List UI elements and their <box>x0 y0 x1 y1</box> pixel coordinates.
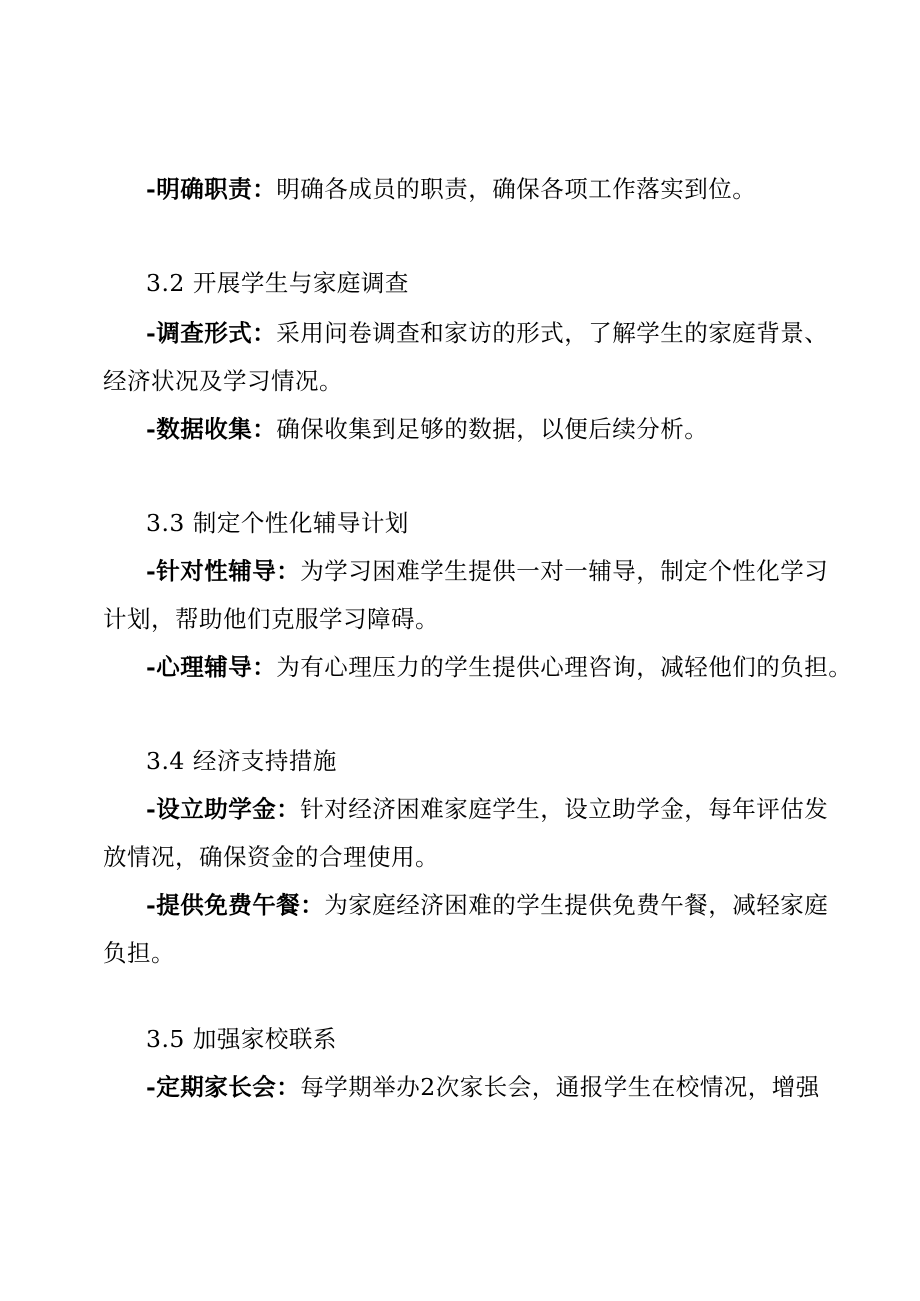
item-text: 确保收集到足够的数据，以便后续分析。 <box>276 415 709 443</box>
item-text: 为家庭经济困难的学生提供免费午餐，减轻家庭 <box>324 891 829 919</box>
item-term: -定期家长会： <box>146 1073 301 1101</box>
item-term: -提供免费午餐： <box>146 891 325 919</box>
item-text: 针对经济困难家庭学生，设立助学金，每年评估发 <box>300 795 829 823</box>
item-term: -设立助学金： <box>146 795 301 823</box>
list-item <box>146 414 708 444</box>
item-text: 采用问卷调查和家访的形式，了解学生的家庭背景、 <box>276 319 829 347</box>
item-text-continuation: 经济状况及学习情况。 <box>103 367 343 395</box>
list-item <box>146 1072 820 1102</box>
item-term: -明确职责： <box>146 175 277 203</box>
item-text: 每学期举办2次家长会，通报学生在校情况，增强 <box>300 1073 820 1101</box>
item-text-continuation: 放情况，确保资金的合理使用。 <box>103 843 439 871</box>
list-item <box>146 318 828 348</box>
list-item <box>146 890 828 920</box>
list-item <box>146 556 828 586</box>
item-text: 为学习困难学生提供一对一辅导，制定个性化学习 <box>300 557 829 585</box>
item-text: 为有心理压力的学生提供心理咨询，减轻他们的负担。 <box>276 653 853 681</box>
item-text-continuation: 计划，帮助他们克服学习障碍。 <box>103 605 439 633</box>
section-heading: 3.2 开展学生与家庭调查 <box>146 269 409 297</box>
item-term: -心理辅导： <box>146 653 277 681</box>
item-term: -调查形式： <box>146 319 277 347</box>
section-heading: 3.3 制定个性化辅导计划 <box>146 509 409 537</box>
item-text: 明确各成员的职责，确保各项工作落实到位。 <box>276 175 757 203</box>
list-item <box>146 174 756 204</box>
list-item <box>146 652 852 682</box>
section-heading: 3.5 加强家校联系 <box>146 1025 337 1053</box>
list-item <box>146 794 828 824</box>
item-term: -数据收集： <box>146 415 277 443</box>
item-text-continuation: 负担。 <box>103 939 175 967</box>
section-heading: 3.4 经济支持措施 <box>146 747 337 775</box>
item-term: -针对性辅导： <box>146 557 301 585</box>
